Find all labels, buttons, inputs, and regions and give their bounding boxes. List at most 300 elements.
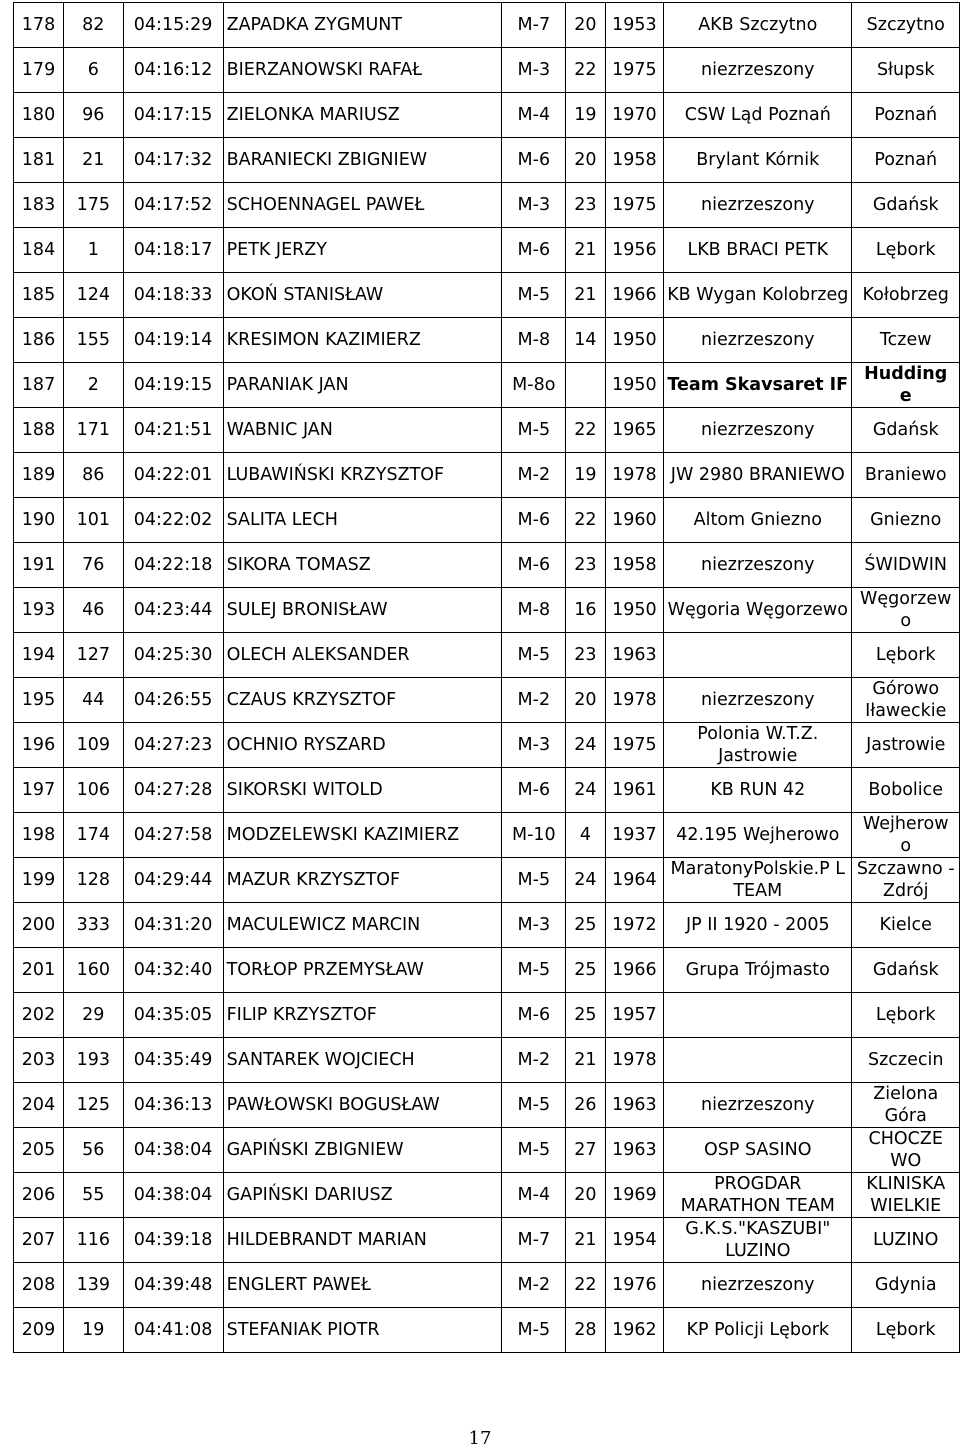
cell-category: M-10 [502,813,566,858]
cell-year: 1958 [605,543,664,588]
cell-city: Lębork [852,993,960,1038]
cell-city: Jastrowie [852,723,960,768]
cell-year: 1937 [605,813,664,858]
table-row [14,768,960,813]
table-row [14,678,960,723]
cell-year: 1970 [605,93,664,138]
cell-year: 1978 [605,678,664,723]
cell-time: 04:32:40 [123,948,223,993]
cell-club [664,993,852,1038]
cell-bib: 76 [64,543,124,588]
cell-category: M-8o [502,363,566,408]
cell-category: M-8 [502,318,566,363]
cell-cat-place: 22 [566,1263,605,1308]
cell-cat-place: 20 [566,1173,605,1218]
cell-category: M-3 [502,903,566,948]
cell-city: Kołobrzeg [852,273,960,318]
cell-category: M-6 [502,993,566,1038]
cell-bib: 19 [64,1308,124,1353]
cell-cat-place: 20 [566,678,605,723]
cell-category: M-4 [502,93,566,138]
cell-name: PETK JERZY [223,228,502,273]
cell-name: FILIP KRZYSZTOF [223,993,502,1038]
cell-category: M-5 [502,858,566,903]
cell-bib: 96 [64,93,124,138]
cell-category: M-4 [502,1173,566,1218]
cell-year: 1963 [605,1128,664,1173]
cell-club: Polonia W.T.Z. Jastrowie [664,723,852,768]
cell-club: Grupa Trójmasto [664,948,852,993]
cell-place: 188 [14,408,64,453]
cell-cat-place: 23 [566,543,605,588]
cell-year: 1960 [605,498,664,543]
cell-club: niezrzeszony [664,318,852,363]
cell-cat-place: 14 [566,318,605,363]
cell-bib: 171 [64,408,124,453]
cell-category: M-3 [502,48,566,93]
cell-bib: 56 [64,1128,124,1173]
cell-name: OKOŃ STANISŁAW [223,273,502,318]
cell-time: 04:27:28 [123,768,223,813]
cell-name: STEFANIAK PIOTR [223,1308,502,1353]
cell-cat-place: 22 [566,48,605,93]
table-row [14,993,960,1038]
cell-time: 04:19:14 [123,318,223,363]
cell-year: 1978 [605,453,664,498]
cell-year: 1966 [605,273,664,318]
cell-place: 196 [14,723,64,768]
cell-place: 181 [14,138,64,183]
cell-place: 178 [14,3,64,48]
cell-name: BARANIECKI ZBIGNIEW [223,138,502,183]
cell-year: 1976 [605,1263,664,1308]
cell-cat-place: 28 [566,1308,605,1353]
table-row [14,1263,960,1308]
cell-category: M-5 [502,273,566,318]
cell-place: 200 [14,903,64,948]
cell-name: MACULEWICZ MARCIN [223,903,502,948]
table-row [14,1173,960,1218]
cell-club: 42.195 Wejherowo [664,813,852,858]
cell-city: Bobolice [852,768,960,813]
cell-time: 04:16:12 [123,48,223,93]
table-row [14,633,960,678]
cell-time: 04:35:49 [123,1038,223,1083]
cell-place: 183 [14,183,64,228]
cell-cat-place: 24 [566,858,605,903]
cell-cat-place: 23 [566,183,605,228]
cell-city: LUZINO [852,1218,960,1263]
cell-bib: 106 [64,768,124,813]
cell-place: 187 [14,363,64,408]
cell-name: PARANIAK JAN [223,363,502,408]
table-row [14,903,960,948]
cell-city: Szczytno [852,3,960,48]
cell-club: niezrzeszony [664,1263,852,1308]
cell-time: 04:25:30 [123,633,223,678]
cell-place: 202 [14,993,64,1038]
cell-category: M-2 [502,678,566,723]
cell-bib: 155 [64,318,124,363]
table-row [14,1308,960,1353]
cell-time: 04:21:51 [123,408,223,453]
cell-club: G.K.S."KASZUBI" LUZINO [664,1218,852,1263]
cell-bib: 116 [64,1218,124,1263]
cell-bib: 109 [64,723,124,768]
cell-place: 193 [14,588,64,633]
cell-name: SALITA LECH [223,498,502,543]
cell-club: niezrzeszony [664,678,852,723]
cell-place: 189 [14,453,64,498]
cell-city: Lębork [852,633,960,678]
cell-category: M-3 [502,183,566,228]
cell-year: 1975 [605,183,664,228]
cell-place: 201 [14,948,64,993]
table-row [14,228,960,273]
cell-name: LUBAWIŃSKI KRZYSZTOF [223,453,502,498]
table-row [14,48,960,93]
cell-time: 04:35:05 [123,993,223,1038]
cell-category: M-6 [502,138,566,183]
cell-time: 04:17:15 [123,93,223,138]
cell-club: CSW Ląd Poznań [664,93,852,138]
cell-name: GAPIŃSKI ZBIGNIEW [223,1128,502,1173]
table-row [14,1083,960,1128]
cell-cat-place: 22 [566,408,605,453]
cell-year: 1954 [605,1218,664,1263]
cell-name: SIKORSKI WITOLD [223,768,502,813]
cell-bib: 125 [64,1083,124,1128]
cell-category: M-5 [502,1083,566,1128]
cell-city: Braniewo [852,453,960,498]
cell-bib: 55 [64,1173,124,1218]
cell-bib: 160 [64,948,124,993]
cell-bib: 333 [64,903,124,948]
table-row [14,453,960,498]
cell-cat-place: 25 [566,993,605,1038]
cell-year: 1950 [605,363,664,408]
cell-bib: 82 [64,3,124,48]
cell-bib: 2 [64,363,124,408]
cell-club: niezrzeszony [664,1083,852,1128]
cell-year: 1957 [605,993,664,1038]
cell-time: 04:27:23 [123,723,223,768]
cell-bib: 174 [64,813,124,858]
cell-name: GAPIŃSKI DARIUSZ [223,1173,502,1218]
cell-category: M-2 [502,1038,566,1083]
cell-year: 1950 [605,588,664,633]
cell-name: SIKORA TOMASZ [223,543,502,588]
cell-bib: 139 [64,1263,124,1308]
cell-name: MODZELEWSKI KAZIMIERZ [223,813,502,858]
cell-year: 1963 [605,1083,664,1128]
cell-category: M-7 [502,3,566,48]
cell-place: 179 [14,48,64,93]
cell-time: 04:38:04 [123,1173,223,1218]
cell-name: MAZUR KRZYSZTOF [223,858,502,903]
cell-time: 04:18:17 [123,228,223,273]
cell-place: 185 [14,273,64,318]
cell-time: 04:36:13 [123,1083,223,1128]
cell-club: PROGDAR MARATHON TEAM [664,1173,852,1218]
cell-name: SANTAREK WOJCIECH [223,1038,502,1083]
cell-time: 04:26:55 [123,678,223,723]
cell-city: Kielce [852,903,960,948]
cell-name: HILDEBRANDT MARIAN [223,1218,502,1263]
cell-category: M-7 [502,1218,566,1263]
table-row [14,138,960,183]
cell-city: Gdańsk [852,183,960,228]
table-row [14,273,960,318]
cell-time: 04:22:01 [123,453,223,498]
cell-name: ENGLERT PAWEŁ [223,1263,502,1308]
cell-club: KP Policji Lębork [664,1308,852,1353]
results-table [13,2,960,1353]
cell-time: 04:15:29 [123,3,223,48]
cell-name: OLECH ALEKSANDER [223,633,502,678]
table-row [14,318,960,363]
cell-club: niezrzeszony [664,408,852,453]
table-row [14,183,960,228]
cell-time: 04:39:48 [123,1263,223,1308]
cell-category: M-6 [502,768,566,813]
cell-city: Węgorzew o [852,588,960,633]
cell-club [664,1038,852,1083]
cell-place: 191 [14,543,64,588]
cell-year: 1975 [605,723,664,768]
cell-name: WABNIC JAN [223,408,502,453]
cell-cat-place: 21 [566,1038,605,1083]
cell-time: 04:41:08 [123,1308,223,1353]
cell-city: CHOCZE WO [852,1128,960,1173]
cell-cat-place: 23 [566,633,605,678]
cell-time: 04:31:20 [123,903,223,948]
cell-place: 203 [14,1038,64,1083]
cell-year: 1975 [605,48,664,93]
cell-club: OSP SASINO [664,1128,852,1173]
cell-place: 186 [14,318,64,363]
cell-city: ŚWIDWIN [852,543,960,588]
table-row [14,723,960,768]
cell-time: 04:18:33 [123,273,223,318]
cell-category: M-5 [502,408,566,453]
table-row [14,408,960,453]
cell-year: 1956 [605,228,664,273]
cell-cat-place: 24 [566,723,605,768]
cell-time: 04:17:32 [123,138,223,183]
cell-category: M-8 [502,588,566,633]
cell-club [664,633,852,678]
table-row [14,1038,960,1083]
cell-year: 1965 [605,408,664,453]
cell-club: Team Skavsaret IF [664,363,852,408]
table-row [14,1128,960,1173]
cell-bib: 21 [64,138,124,183]
cell-year: 1963 [605,633,664,678]
cell-city: Szczecin [852,1038,960,1083]
cell-bib: 128 [64,858,124,903]
cell-name: SCHOENNAGEL PAWEŁ [223,183,502,228]
cell-place: 195 [14,678,64,723]
cell-time: 04:38:04 [123,1128,223,1173]
cell-cat-place [566,363,605,408]
page-number: 17 [468,1428,492,1449]
cell-city: Wejherow o [852,813,960,858]
cell-city: Szczawno -Zdrój [852,858,960,903]
cell-city: Słupsk [852,48,960,93]
cell-club: JP II 1920 - 2005 [664,903,852,948]
cell-year: 1978 [605,1038,664,1083]
cell-year: 1958 [605,138,664,183]
cell-cat-place: 25 [566,948,605,993]
cell-bib: 193 [64,1038,124,1083]
cell-category: M-5 [502,633,566,678]
cell-cat-place: 19 [566,453,605,498]
cell-bib: 86 [64,453,124,498]
cell-club: niezrzeszony [664,183,852,228]
cell-name: SULEJ BRONISŁAW [223,588,502,633]
cell-category: M-5 [502,1308,566,1353]
cell-place: 207 [14,1218,64,1263]
cell-category: M-2 [502,1263,566,1308]
cell-place: 180 [14,93,64,138]
cell-cat-place: 26 [566,1083,605,1128]
cell-time: 04:22:02 [123,498,223,543]
cell-cat-place: 25 [566,903,605,948]
cell-club: JW 2980 BRANIEWO [664,453,852,498]
cell-bib: 46 [64,588,124,633]
cell-place: 190 [14,498,64,543]
cell-name: TORŁOP PRZEMYSŁAW [223,948,502,993]
cell-year: 1969 [605,1173,664,1218]
cell-cat-place: 22 [566,498,605,543]
cell-place: 184 [14,228,64,273]
cell-name: OCHNIO RYSZARD [223,723,502,768]
table-row [14,813,960,858]
table-row [14,93,960,138]
cell-bib: 127 [64,633,124,678]
cell-city: Hudding e [852,363,960,408]
cell-cat-place: 20 [566,138,605,183]
cell-place: 205 [14,1128,64,1173]
cell-name: CZAUS KRZYSZTOF [223,678,502,723]
cell-bib: 101 [64,498,124,543]
cell-name: PAWŁOWSKI BOGUSŁAW [223,1083,502,1128]
table-row [14,588,960,633]
cell-time: 04:19:15 [123,363,223,408]
cell-cat-place: 20 [566,3,605,48]
cell-time: 04:29:44 [123,858,223,903]
cell-bib: 175 [64,183,124,228]
cell-cat-place: 21 [566,1218,605,1263]
cell-name: BIERZANOWSKI RAFAŁ [223,48,502,93]
cell-category: M-2 [502,453,566,498]
cell-club: Brylant Kórnik [664,138,852,183]
cell-place: 204 [14,1083,64,1128]
cell-city: Gdańsk [852,948,960,993]
cell-city: Lębork [852,1308,960,1353]
cell-club: KB Wygan Kolobrzeg [664,273,852,318]
cell-time: 04:27:58 [123,813,223,858]
table-row [14,948,960,993]
cell-cat-place: 21 [566,273,605,318]
cell-year: 1950 [605,318,664,363]
cell-year: 1961 [605,768,664,813]
cell-year: 1966 [605,948,664,993]
cell-club: Altom Gniezno [664,498,852,543]
cell-year: 1953 [605,3,664,48]
cell-place: 194 [14,633,64,678]
cell-time: 04:39:18 [123,1218,223,1263]
table-row [14,858,960,903]
cell-time: 04:17:52 [123,183,223,228]
cell-club: KB RUN 42 [664,768,852,813]
cell-place: 206 [14,1173,64,1218]
cell-city: Górowo Iławeckie [852,678,960,723]
table-row [14,498,960,543]
cell-club: niezrzeszony [664,48,852,93]
cell-city: Zielona Góra [852,1083,960,1128]
cell-year: 1972 [605,903,664,948]
cell-cat-place: 24 [566,768,605,813]
results-body [14,3,960,1353]
cell-city: Tczew [852,318,960,363]
cell-cat-place: 4 [566,813,605,858]
cell-place: 208 [14,1263,64,1308]
cell-bib: 124 [64,273,124,318]
cell-bib: 1 [64,228,124,273]
cell-city: Gniezno [852,498,960,543]
cell-club: MaratonyPolskie.P L TEAM [664,858,852,903]
table-row [14,1218,960,1263]
table-row [14,363,960,408]
cell-time: 04:23:44 [123,588,223,633]
cell-club: niezrzeszony [664,543,852,588]
cell-bib: 6 [64,48,124,93]
cell-club: AKB Szczytno [664,3,852,48]
cell-club: Węgoria Węgorzewo [664,588,852,633]
cell-category: M-5 [502,948,566,993]
table-row [14,3,960,48]
cell-city: Gdynia [852,1263,960,1308]
table-row [14,543,960,588]
cell-cat-place: 16 [566,588,605,633]
cell-cat-place: 21 [566,228,605,273]
cell-place: 198 [14,813,64,858]
cell-name: ZIELONKA MARIUSZ [223,93,502,138]
cell-name: ZAPADKA ZYGMUNT [223,3,502,48]
cell-category: M-6 [502,498,566,543]
cell-cat-place: 19 [566,93,605,138]
cell-place: 199 [14,858,64,903]
cell-bib: 44 [64,678,124,723]
cell-city: Poznań [852,138,960,183]
cell-category: M-5 [502,1128,566,1173]
cell-city: Lębork [852,228,960,273]
cell-city: Poznań [852,93,960,138]
cell-city: Gdańsk [852,408,960,453]
cell-club: LKB BRACI PETK [664,228,852,273]
cell-year: 1964 [605,858,664,903]
cell-bib: 29 [64,993,124,1038]
cell-place: 209 [14,1308,64,1353]
cell-cat-place: 27 [566,1128,605,1173]
cell-time: 04:22:18 [123,543,223,588]
cell-name: KRESIMON KAZIMIERZ [223,318,502,363]
cell-category: M-3 [502,723,566,768]
cell-place: 197 [14,768,64,813]
cell-city: KLINISKA WIELKIE [852,1173,960,1218]
